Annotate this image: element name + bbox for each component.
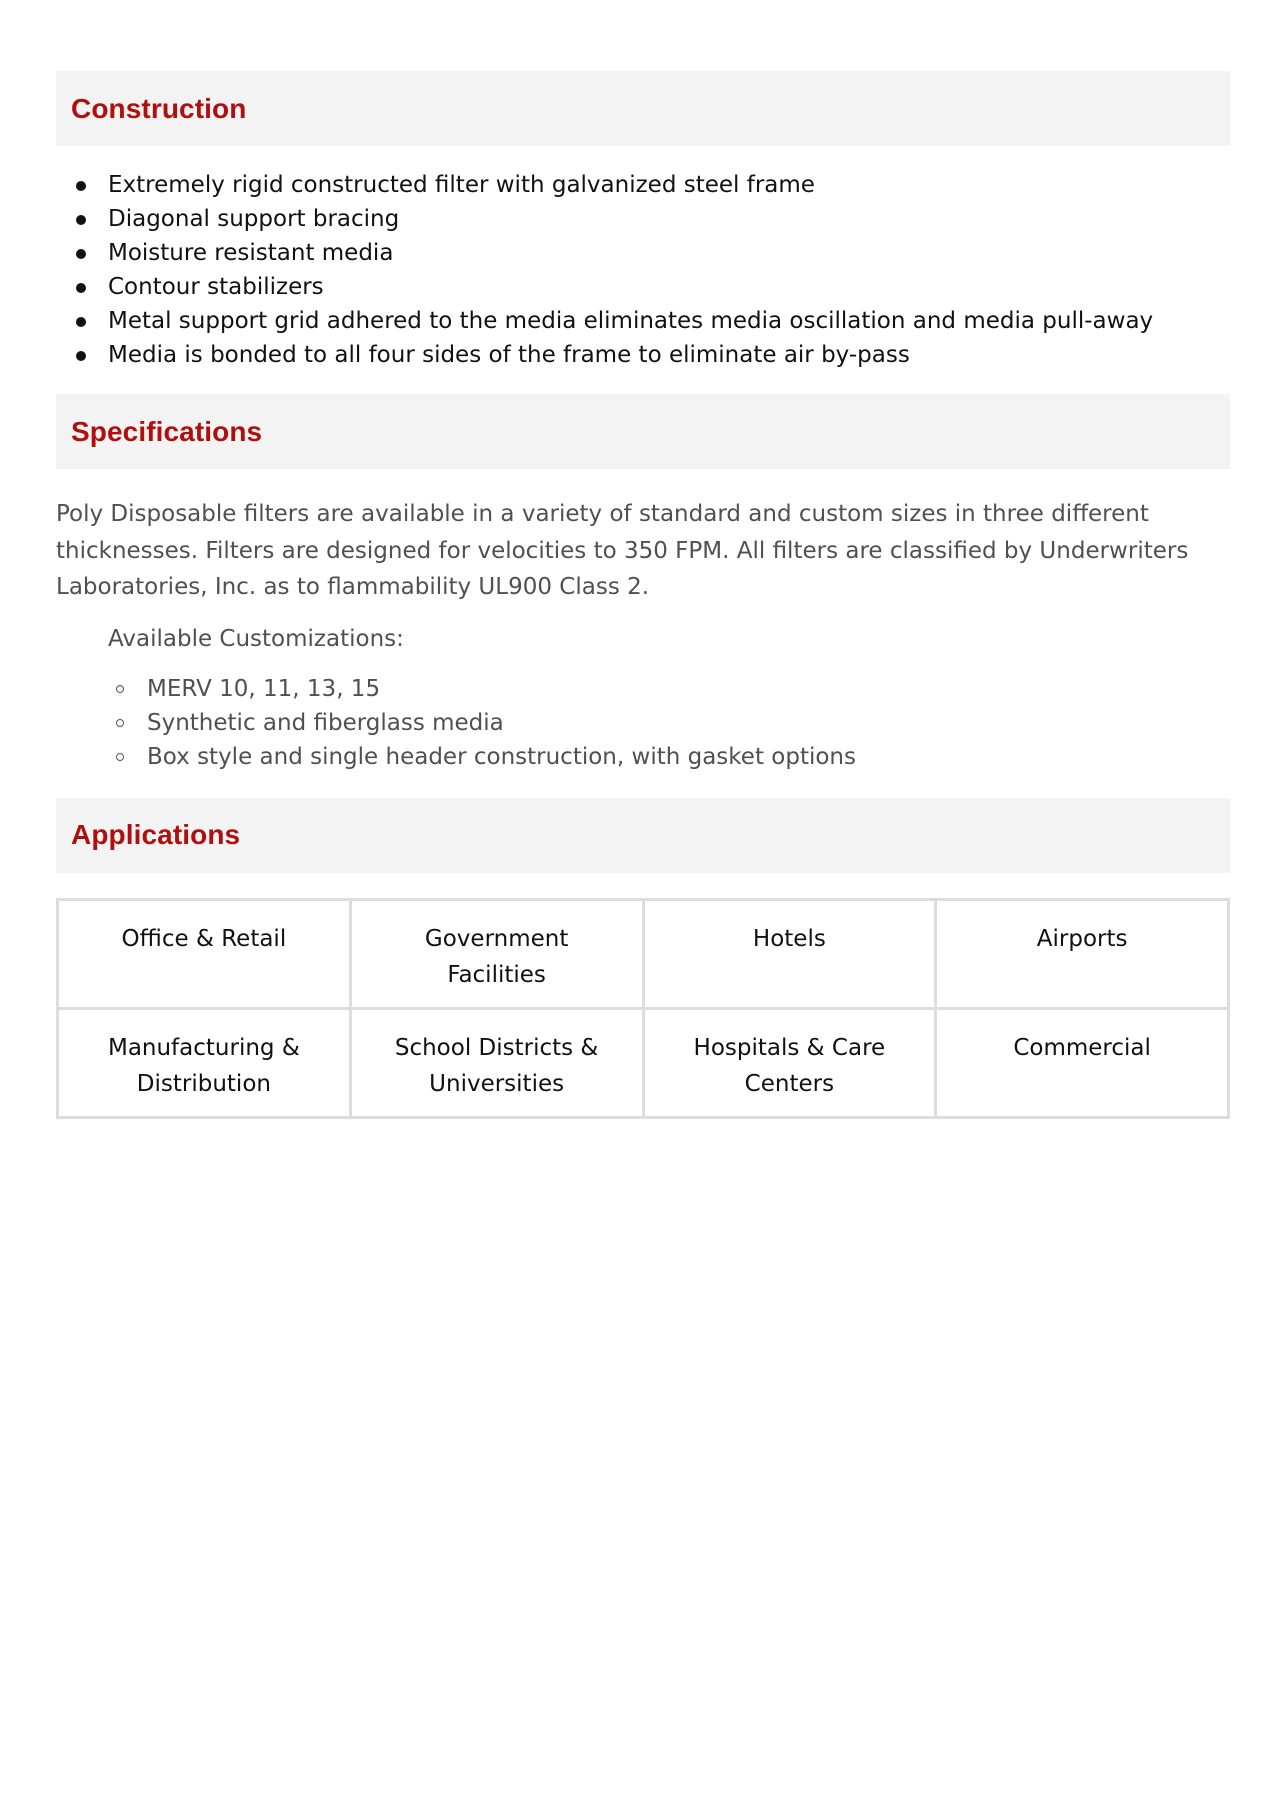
customizations-title: Available Customizations: bbox=[108, 625, 404, 652]
construction-item-text: Media is bonded to all four sides of the frame to eliminate air by-pass bbox=[108, 342, 910, 368]
applications-title: Applications bbox=[71, 819, 241, 850]
bullet-icon bbox=[76, 249, 86, 259]
circle-bullet-icon bbox=[116, 719, 124, 727]
table-cell: Manufacturing & Distribution bbox=[58, 1008, 351, 1117]
construction-item bbox=[56, 304, 1230, 338]
table-row bbox=[58, 1008, 1229, 1117]
table-cell: Office & Retail bbox=[58, 899, 351, 1008]
table-row bbox=[58, 899, 1229, 1008]
construction-item bbox=[56, 236, 1230, 270]
specifications-title: Specifications bbox=[71, 415, 263, 447]
applications-table bbox=[56, 898, 1230, 1119]
customization-item-text: Synthetic and fiberglass media bbox=[147, 709, 504, 736]
table-cell: Commercial bbox=[936, 1008, 1229, 1117]
construction-item-text: Extremely rigid constructed filter with galvanized steel frame bbox=[108, 172, 815, 198]
construction-item-text: Moisture resistant media bbox=[108, 240, 394, 266]
customization-item bbox=[56, 740, 1230, 774]
construction-item-text: Metal support grid adhered to the media eliminates media oscillation and media pull-away bbox=[108, 308, 1154, 334]
specifications-header bbox=[56, 394, 1230, 469]
construction-header bbox=[56, 71, 1230, 146]
customizations-list bbox=[56, 672, 1230, 774]
table-cell: Government Facilities bbox=[350, 899, 643, 1008]
construction-item bbox=[56, 338, 1230, 372]
customization-item-text: MERV 10, 11, 13, 15 bbox=[147, 675, 381, 702]
customization-item-text: Box style and single header construction, with gasket options bbox=[147, 743, 856, 770]
bullet-icon bbox=[76, 351, 86, 361]
table-cell: School Districts & Universities bbox=[350, 1008, 643, 1117]
table-cell: Hotels bbox=[643, 899, 936, 1008]
table-cell: Hospitals & Care Centers bbox=[643, 1008, 936, 1117]
construction-item-text: Diagonal support bracing bbox=[108, 206, 400, 232]
construction-item bbox=[56, 202, 1230, 236]
construction-item bbox=[56, 270, 1230, 304]
construction-item bbox=[56, 168, 1230, 202]
circle-bullet-icon bbox=[116, 753, 124, 761]
table-cell: Airports bbox=[936, 899, 1229, 1008]
bullet-icon bbox=[76, 215, 86, 225]
specifications-paragraph: Poly Disposable filters are available in a variety of standard and custom sizes in three different thicknesses. Filters are designed for velocities to 350 FPM. All filters are classified by Underwriters Laboratories, Inc. as to flammability UL900 Class 2. bbox=[56, 501, 1189, 600]
circle-bullet-icon bbox=[116, 685, 124, 693]
document-page bbox=[56, 71, 1230, 1119]
construction-list bbox=[56, 168, 1230, 372]
construction-title: Construction bbox=[71, 92, 247, 124]
bullet-icon bbox=[76, 317, 86, 327]
bullet-icon bbox=[76, 181, 86, 191]
applications-header bbox=[56, 798, 1230, 873]
construction-item-text: Contour stabilizers bbox=[108, 274, 324, 300]
bullet-icon bbox=[76, 283, 86, 293]
customization-item bbox=[56, 706, 1230, 740]
customization-item bbox=[56, 672, 1230, 706]
